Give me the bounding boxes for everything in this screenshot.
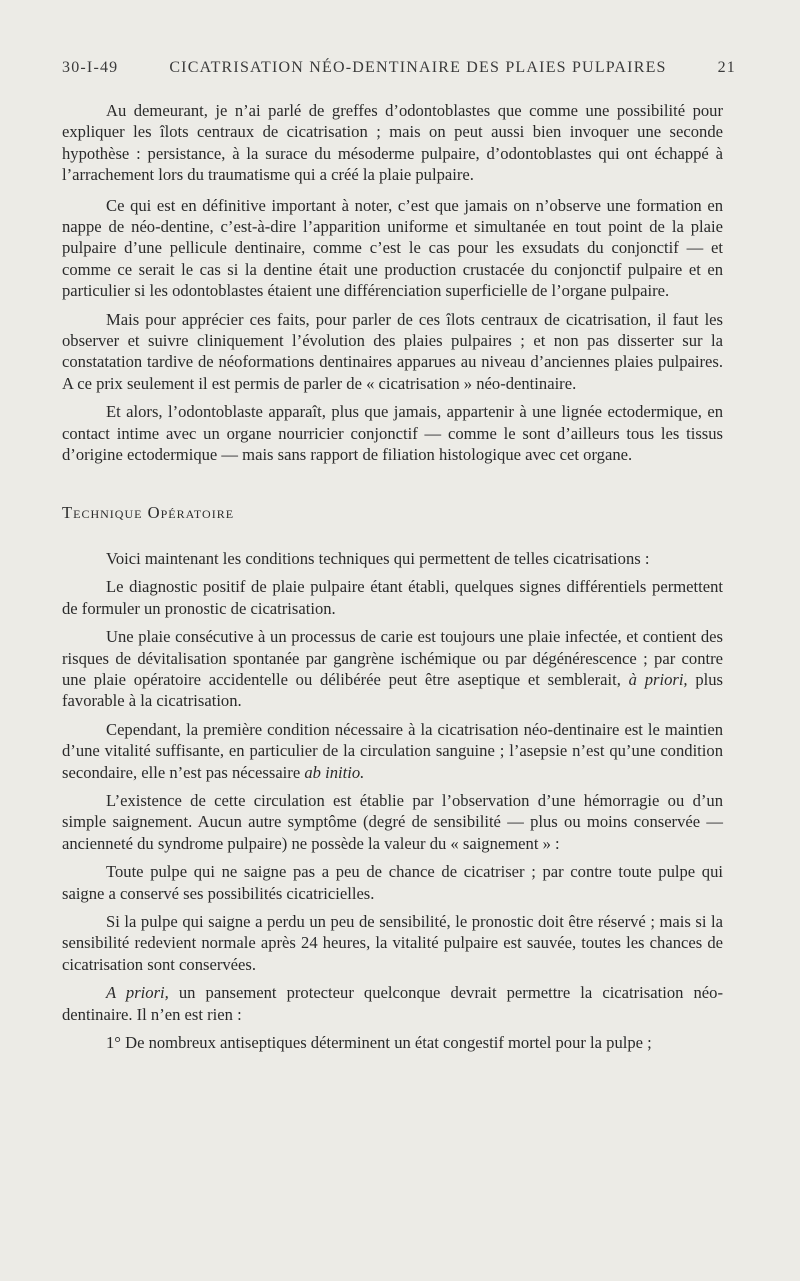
paragraph-text: Une plaie consécutive à un processus de carie est toujours une plaie infectée, et contient des risques de dévitalisation spontanée par gangrène ischémique ou par dégénérescence ; par contre une plaie opératoire accidentelle ou délibérée peut être aseptique et semblerait, [62, 627, 723, 689]
paragraph [62, 982, 723, 1025]
paragraph: 1° De nombreux antiseptiques déterminent un état congestif mortel pour la pulpe ; [106, 1033, 652, 1053]
paragraph: L’existence de cette circulation est établie par l’observation d’une hémorragie ou d’un simple saignement. Aucun autre symptôme (degré de sensibilité — plus ou moins conservée — ancienneté du syndrome pulpaire) ne possède la valeur du « saignement » : [62, 790, 723, 853]
paragraph: Si la pulpe qui saigne a perdu un peu de sensibilité, le pronostic doit être réservé ; mais si la sensibilité redevient normale après 24 heures, la vitalité pulpaire est sauvée, toutes les chances de cicatrisation sont conservées. [62, 912, 723, 974]
italic-phrase: à priori, [628, 669, 688, 689]
header-reference: 30-I-49 [62, 59, 119, 76]
paragraph: Et alors, l’odontoblaste apparaît, plus que jamais, appartenir à une lignée ectodermique, en contact intime avec un organe nourricier conjonctif — comme le sont d’ailleurs tous les tissus d’origine ectodermique — mais sans rapport de filiation histologique avec cet organe. [62, 402, 723, 465]
section-title: Technique Opératoire [62, 502, 235, 522]
paragraph: Mais pour apprécier ces faits, pour parler de ces îlots centraux de cicatrisation, il faut les observer et suivre cliniquement l’évolution des plaies pulpaires ; et non pas disserter sur la constatation tardive de néoformations dentinaires apparues au niveau d’anciennes plaies pulpaires. A ce prix seulement il est permis de parler de « cicatrisation » néo-dentinaire. [62, 309, 723, 393]
paragraph: Le diagnostic positif de plaie pulpaire étant établi, quelques signes différentiels permettent de formuler un pronostic de cicatrisation. [62, 577, 723, 618]
paragraph: Au demeurant, je n’ai parlé de greffes d’odontoblastes que comme une possibilité pour expliquer les îlots centraux de cicatrisation ; mais on peut aussi bien invoquer une seconde hypothèse : persistance, à la surace du mésoderme pulpaire, d’odontoblastes qui ont échappé à l’arrachement lors du traumatisme qui a créé la plaie pulpaire. [62, 101, 723, 185]
running-header [62, 59, 736, 77]
page-number: 21 [717, 59, 736, 76]
paragraph-text: Cependant, la première condition nécessaire à la cicatrisation néo-dentinaire est le maintien d’une vitalité suffisante, en particulier de la circulation sanguine ; l’asepsie n’est qu’une condition secondaire, elle n’est pas nécessaire [62, 719, 723, 782]
paragraph: Ce qui est en définitive important à noter, c’est que jamais on n’observe une formation en nappe de néo-dentine, c’est-à-dire l’apparition uniforme et simultanée en tout point de la plaie pulpaire d’une pellicule dentinaire, comme c’est le cas pour les exsudats du conjonctif — et comme ce serait le cas si la dentine était une production crustacée du conjonctif pulpaire et en particulier si les odontoblastes étaient une différenciation superficielle de l’organe pulpaire. [62, 195, 723, 301]
paragraph [62, 719, 723, 783]
body-text [62, 100, 723, 1060]
italic-phrase: ab initio. [304, 762, 365, 782]
paragraph [62, 626, 723, 712]
paragraph-text: un pansement protecteur quelconque devrait permettre la cicatrisation néo-dentinaire. Il n’en est rien : [62, 983, 723, 1024]
paragraph-text: plus favorable à la cicatrisation. [62, 669, 723, 711]
paragraph: Toute pulpe qui ne saigne pas a peu de chance de cicatriser ; par contre toute pulpe qui saigne a conservé ses possibilités cicatricielles. [62, 862, 723, 903]
italic-phrase: A priori, [106, 983, 169, 1003]
header-title: CICATRISATION NÉO-DENTINAIRE DES PLAIES PULPAIRES [169, 59, 667, 76]
paragraph: Voici maintenant les conditions techniques qui permettent de telles cicatrisations : [106, 548, 650, 568]
